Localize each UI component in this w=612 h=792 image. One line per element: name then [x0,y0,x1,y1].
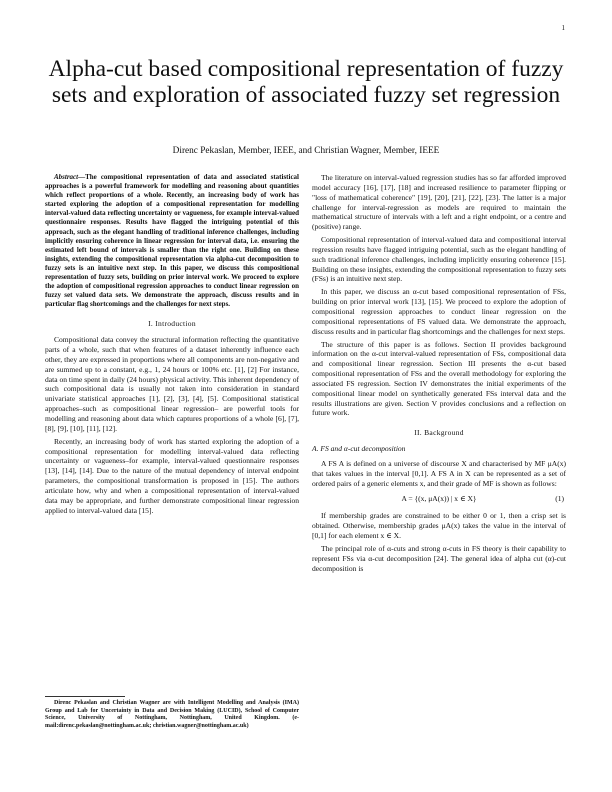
paragraph: Recently, an increasing body of work has started exploring the adoption of a compositional representation for modelling interval-valued data reflecting uncertainty or vagueness–for example, interval-valued questionnaire responses [13], [14], [14]. Due to the nature of the mutual dependency of interval endpoint parameters, the compositional transformation is proposed in [15]. The authors articulate how, why and when a compositional representation of interval-valued data may be appropriate, and further demonstrate compositional linear regression applied to interval-valued data [15]. [45,436,299,515]
paragraph: Compositional representation of interval-valued data and compositional interval regression results have flagged intriguing potential, such as the elegant handling of such traditional inference challenges, including implicitly ensuring coherence [15]. Building on these insights, extending the compositional representation to fuzzy sets (FSs) is an intuitive next step. [312,235,566,284]
abstract-label: Abstract [54,173,79,181]
page-number: 1 [561,24,565,32]
section-heading-background: II. Background [414,428,464,438]
footnote-rule [45,696,125,697]
paragraph: If membership grades are constrained to be either 0 or 1, then a crisp set is obtained. Otherwise, membership grades μA(x) takes the value in the interval of [0,1] for each element x ∈ X. [312,511,566,540]
abstract-text: —The compositional representation of data and associated statistical approaches is a powerful framework for modelling and reasoning about quantities which reflect proportions of a whole. Recently, an increasing body of work has started exploring the adoption of a compositional representation for modelling interval-valued data reflecting uncertainty or vagueness, for example interval-valued questionnaire responses. Results have flagged the intriguing potential of this approach, such as the elegant handling of traditional inference challenges, including implicitly ensuring coherence in linear regression for interval data, i.e. ensuring the estimated left bound of intervals is smaller than the right one. Building on these insights, extending the compositional representation via alpha-cut decomposition to fuzzy sets is an intuitive next step. In this paper, we discuss this compositional representation of fuzzy sets, building on prior interval work. We proceed to explore the adoption of compositional regression approaches to conduct linear regression on fuzzy set valued data sets. We demonstrate the approach, discuss results and in particular flag shortcomings and the challenges for next steps. [45,173,299,309]
paragraph: The literature on interval-valued regression studies has so far afforded improved model accuracy [16], [17], [18] and increased resilience to parameter flipping or "loss of mathematical coherence" [19], [20], [21], [22], [23]. The latter is a major challenge for interval-regression as models are required to maintain the mathematical structure of intervals with a left and a right endpoint, or a centre and (positive) range. [312,173,566,232]
abstract [45,173,299,309]
paper-title: Alpha-cut based compositional representation of fuzzy sets and exploration of associated fuzzy set regression [48,56,564,108]
equation-body: A = {(x, μA(x)) | x ∈ X} [401,494,477,504]
paragraph: Compositional data convey the structural information reflecting the quantitative parts of a whole, such that when features of a dataset inherently influence each other, they are expressed in proportions where all components are non-negative and are summed up to a constant, e.g., 1, 24 hours or 100% etc. [1], [2] For instance, data on time spent in daily (24 hours) physical activity. This inherent dependency of such compositional data is usually not taken into consideration in standard univariate statistical approaches [1], [2], [3], [4], [5]. Compositional statistical approaches–such as compositional linear regression– are powerful tools for modelling and reasoning about data which captures proportions of a whole [6], [7], [8], [9], [10], [11], [12]. [45,335,299,433]
right-column [312,173,566,576]
left-column [45,173,299,518]
paragraph: In this paper, we discuss an α-cut based compositional representation of FSs, building on prior interval work [13], [15]. We proceed to explore the adoption of compositional regression approaches to conduct linear regression on the compositional representations of FS valued data. We demonstrate the approach, discuss results and in particular flag shortcomings and the challenges for next steps. [312,287,566,336]
footnote-text: Direnc Pekaslan and Christian Wagner are with Intelligent Modelling and Analysis (IMA) Group and Lab for Uncertainty in Data and Decision Making (LUCID), School of Computer Science, University of Nottingham, Nottingham, United Kingdom. (e-mail:direnc.pekaslan@nottingham.ac.uk; christian.wagner@nottingham.ac.uk) [45,700,299,729]
subsection-heading: A. FS and α-cut decomposition [312,444,406,454]
paragraph: The principal role of α-cuts and strong α-cuts in FS theory is their capability to represent FSs via α-cut decomposition [24]. The general idea of alpha cut (α)-cut decomposition is [312,543,566,573]
section-heading-introduction: I. Introduction [148,319,196,329]
footnote [45,700,299,730]
equation [312,494,566,504]
equation-number: (1) [555,494,564,504]
paragraph: The structure of this paper is as follows. Section II provides background information on the α-cut interval-valued representation of FSs, compositional data and compositional linear regression. Section III presents the α-cut based compositional representation of FSs and the overall methodology for exploring the associated FS regression. Section IV demonstrates the initial experiments of the compositional linear model on synthetically generated FSs interval data and the results illustrations are given. Section V provides conclusions and a reflection on future work. [312,339,566,418]
paragraph: A FS A is defined on a universe of discourse X and characterised by MF μA(x) that takes values in the interval [0,1]. A FS A in X can be represented as a set of ordered pairs of a generic elements x, and their grade of MF is shown as follows: [312,458,566,488]
authors-line: Direnc Pekaslan, Member, IEEE, and Christian Wagner, Member, IEEE [172,146,440,156]
